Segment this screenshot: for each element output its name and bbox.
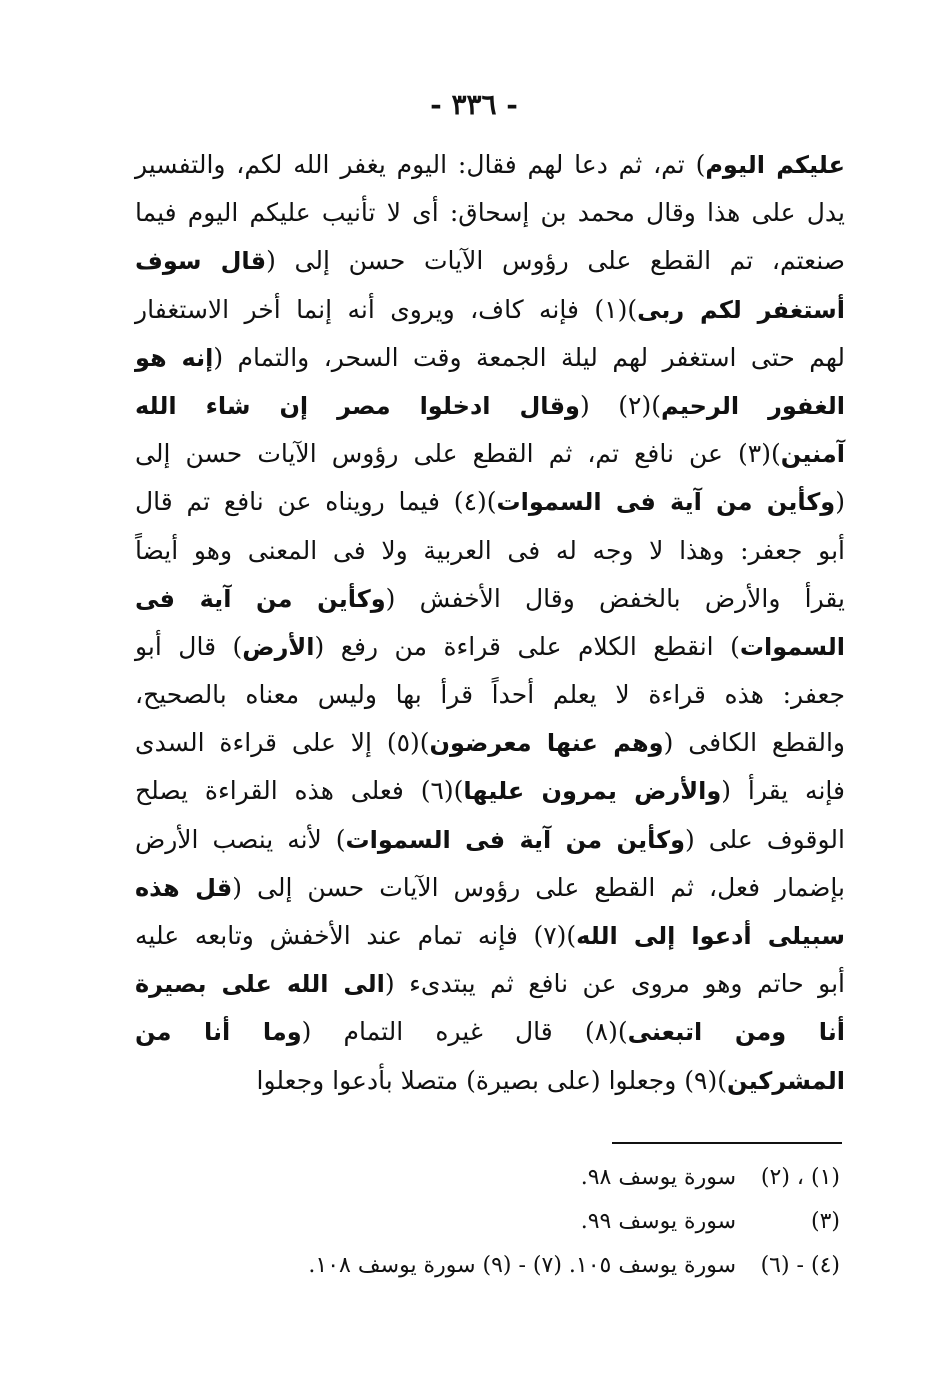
text-line — [135, 141, 845, 189]
line-text: )(٨) قال غيره التمام ( — [301, 1017, 628, 1047]
text-line — [135, 478, 845, 526]
text-line — [135, 864, 845, 912]
line-text: )(٤) فيما رويناه عن نافع تم قال — [135, 487, 497, 517]
text-line — [135, 527, 845, 575]
text-line — [135, 960, 845, 1008]
quran-quote: أستغفر لكم ربى — [637, 295, 845, 324]
line-text: صنعتم، تم القطع على رؤوس الآيات حسن إلى ( — [266, 246, 845, 276]
quran-quote: المشركين — [726, 1066, 845, 1095]
quran-quote: وما أنا من — [135, 1018, 302, 1047]
line-text: لهم حتى استغفر لهم ليلة الجمعة وقت السحر، والتمام ( — [213, 342, 845, 372]
line-text: ) انقطع الكلام على قراءة من رفع ( — [314, 631, 740, 661]
line-text: فإنه يقرأ ( — [721, 776, 845, 806]
footnote-number: (١) ، (٢) — [760, 1165, 840, 1190]
quran-quote: سبيلى أدعوا إلى الله — [576, 922, 845, 950]
line-text: أبو حاتم وهو مروى عن نافع ثم يبتدىء ( — [384, 969, 845, 999]
quran-quote: آمنين — [780, 440, 845, 469]
footnote-number: (٣) — [810, 1209, 840, 1234]
text-line — [135, 671, 845, 719]
line-text: الوقوف على ( — [684, 824, 845, 854]
footnote — [135, 1244, 840, 1288]
line-text: يدل على هذا وقال محمد بن إسحاق: أى لا تأنيب عليكم اليوم فيما — [135, 198, 845, 228]
line-text: والقطع الكافى ( — [663, 728, 845, 758]
footnote — [135, 1156, 840, 1200]
quran-quote: وكأين من آية فى — [135, 584, 386, 613]
line-text: ) تم، ثم دعا لهم فقال: اليوم يغفر الله لكم، والتفسير — [135, 150, 706, 179]
text-line — [135, 1008, 845, 1056]
footnote-text: سورة يوسف ٩٨. — [580, 1165, 750, 1190]
quran-quote: وكأين من آية فى السموات — [345, 825, 685, 854]
line-text: أبو جعفر: وهذا لا وجه له فى العربية ولا فى المعنى وهو أيضاً — [135, 535, 845, 565]
quran-quote: الغفور الرحيم — [661, 391, 845, 420]
text-line — [135, 334, 845, 382]
line-text: )(٢) ( — [579, 390, 661, 420]
line-text: جعفر: هذه قراءة لا يعلم أحداً قرأ بها وليس معناه بالصحيح، — [135, 680, 845, 710]
quran-quote: والأرض يمرون عليها — [463, 777, 722, 806]
line-text: )(٧) فإنه تمام عند الأخفش وتابعه عليه — [135, 921, 577, 950]
text-line — [135, 189, 845, 237]
text-line — [135, 623, 845, 671]
text-line — [135, 575, 845, 623]
quran-quote: السموات — [739, 632, 845, 661]
quran-quote: عليكم اليوم — [705, 151, 846, 179]
text-line — [135, 1057, 845, 1105]
line-text: )(١) فإنه كاف، ويروى أنه إنما أخر الاستغفار — [135, 294, 638, 324]
line-text: بإضمار فعل، ثم القطع على رؤوس الآيات حسن إلى ( — [232, 872, 845, 902]
quran-quote: إنه هو — [135, 343, 214, 372]
text-line — [135, 719, 845, 767]
line-text: ) لأنه ينصب الأرض — [135, 824, 346, 854]
footnote — [135, 1200, 840, 1244]
text-line — [135, 816, 845, 864]
footnotes — [135, 1156, 840, 1288]
text-line — [135, 382, 845, 430]
quran-quote: وكأين من آية فى السموات — [496, 488, 836, 517]
line-text: )(٣) عن نافع تم، ثم القطع على رؤوس الآيات حسن إلى — [135, 439, 781, 469]
footnote-text: سورة يوسف ١٠٥. (٧) - (٩) سورة يوسف ١٠٨. — [308, 1253, 750, 1278]
quran-quote: وقال ادخلوا مصر إن شاء الله — [135, 391, 580, 420]
quran-quote: أنا ومن اتبعنى — [627, 1018, 845, 1047]
text-line — [135, 237, 845, 285]
quran-quote: قال سوف — [135, 247, 267, 276]
line-text: ( — [835, 487, 845, 517]
footnote-divider — [612, 1142, 842, 1144]
page-number: - ٣٣٦ - — [430, 88, 518, 121]
quran-quote: وهم عنها معرضون — [429, 729, 664, 758]
quran-quote: قل هذه — [135, 873, 233, 902]
line-text: يقرأ والأرض بالخفض وقال الأخفش ( — [385, 583, 845, 613]
text-line — [135, 286, 845, 334]
text-line — [135, 767, 845, 815]
line-text: )(٥) إلا على قراءة السدى — [135, 728, 430, 758]
body-text — [135, 141, 845, 1105]
quran-quote: الأرض — [242, 632, 315, 661]
line-text: ) قال أبو — [135, 631, 243, 661]
footnote-number: (٤) - (٦) — [760, 1253, 840, 1278]
line-text: )(٩) وجعلوا (على بصيرة) متصلا بأدعوا وجعلوا — [256, 1065, 727, 1095]
line-text: )(٦) فعلى هذه القراءة يصلح — [135, 776, 464, 806]
quran-quote: الى الله على بصيرة — [135, 970, 385, 999]
text-line — [135, 912, 845, 960]
text-line — [135, 430, 845, 478]
footnote-text: سورة يوسف ٩٩. — [580, 1209, 750, 1234]
